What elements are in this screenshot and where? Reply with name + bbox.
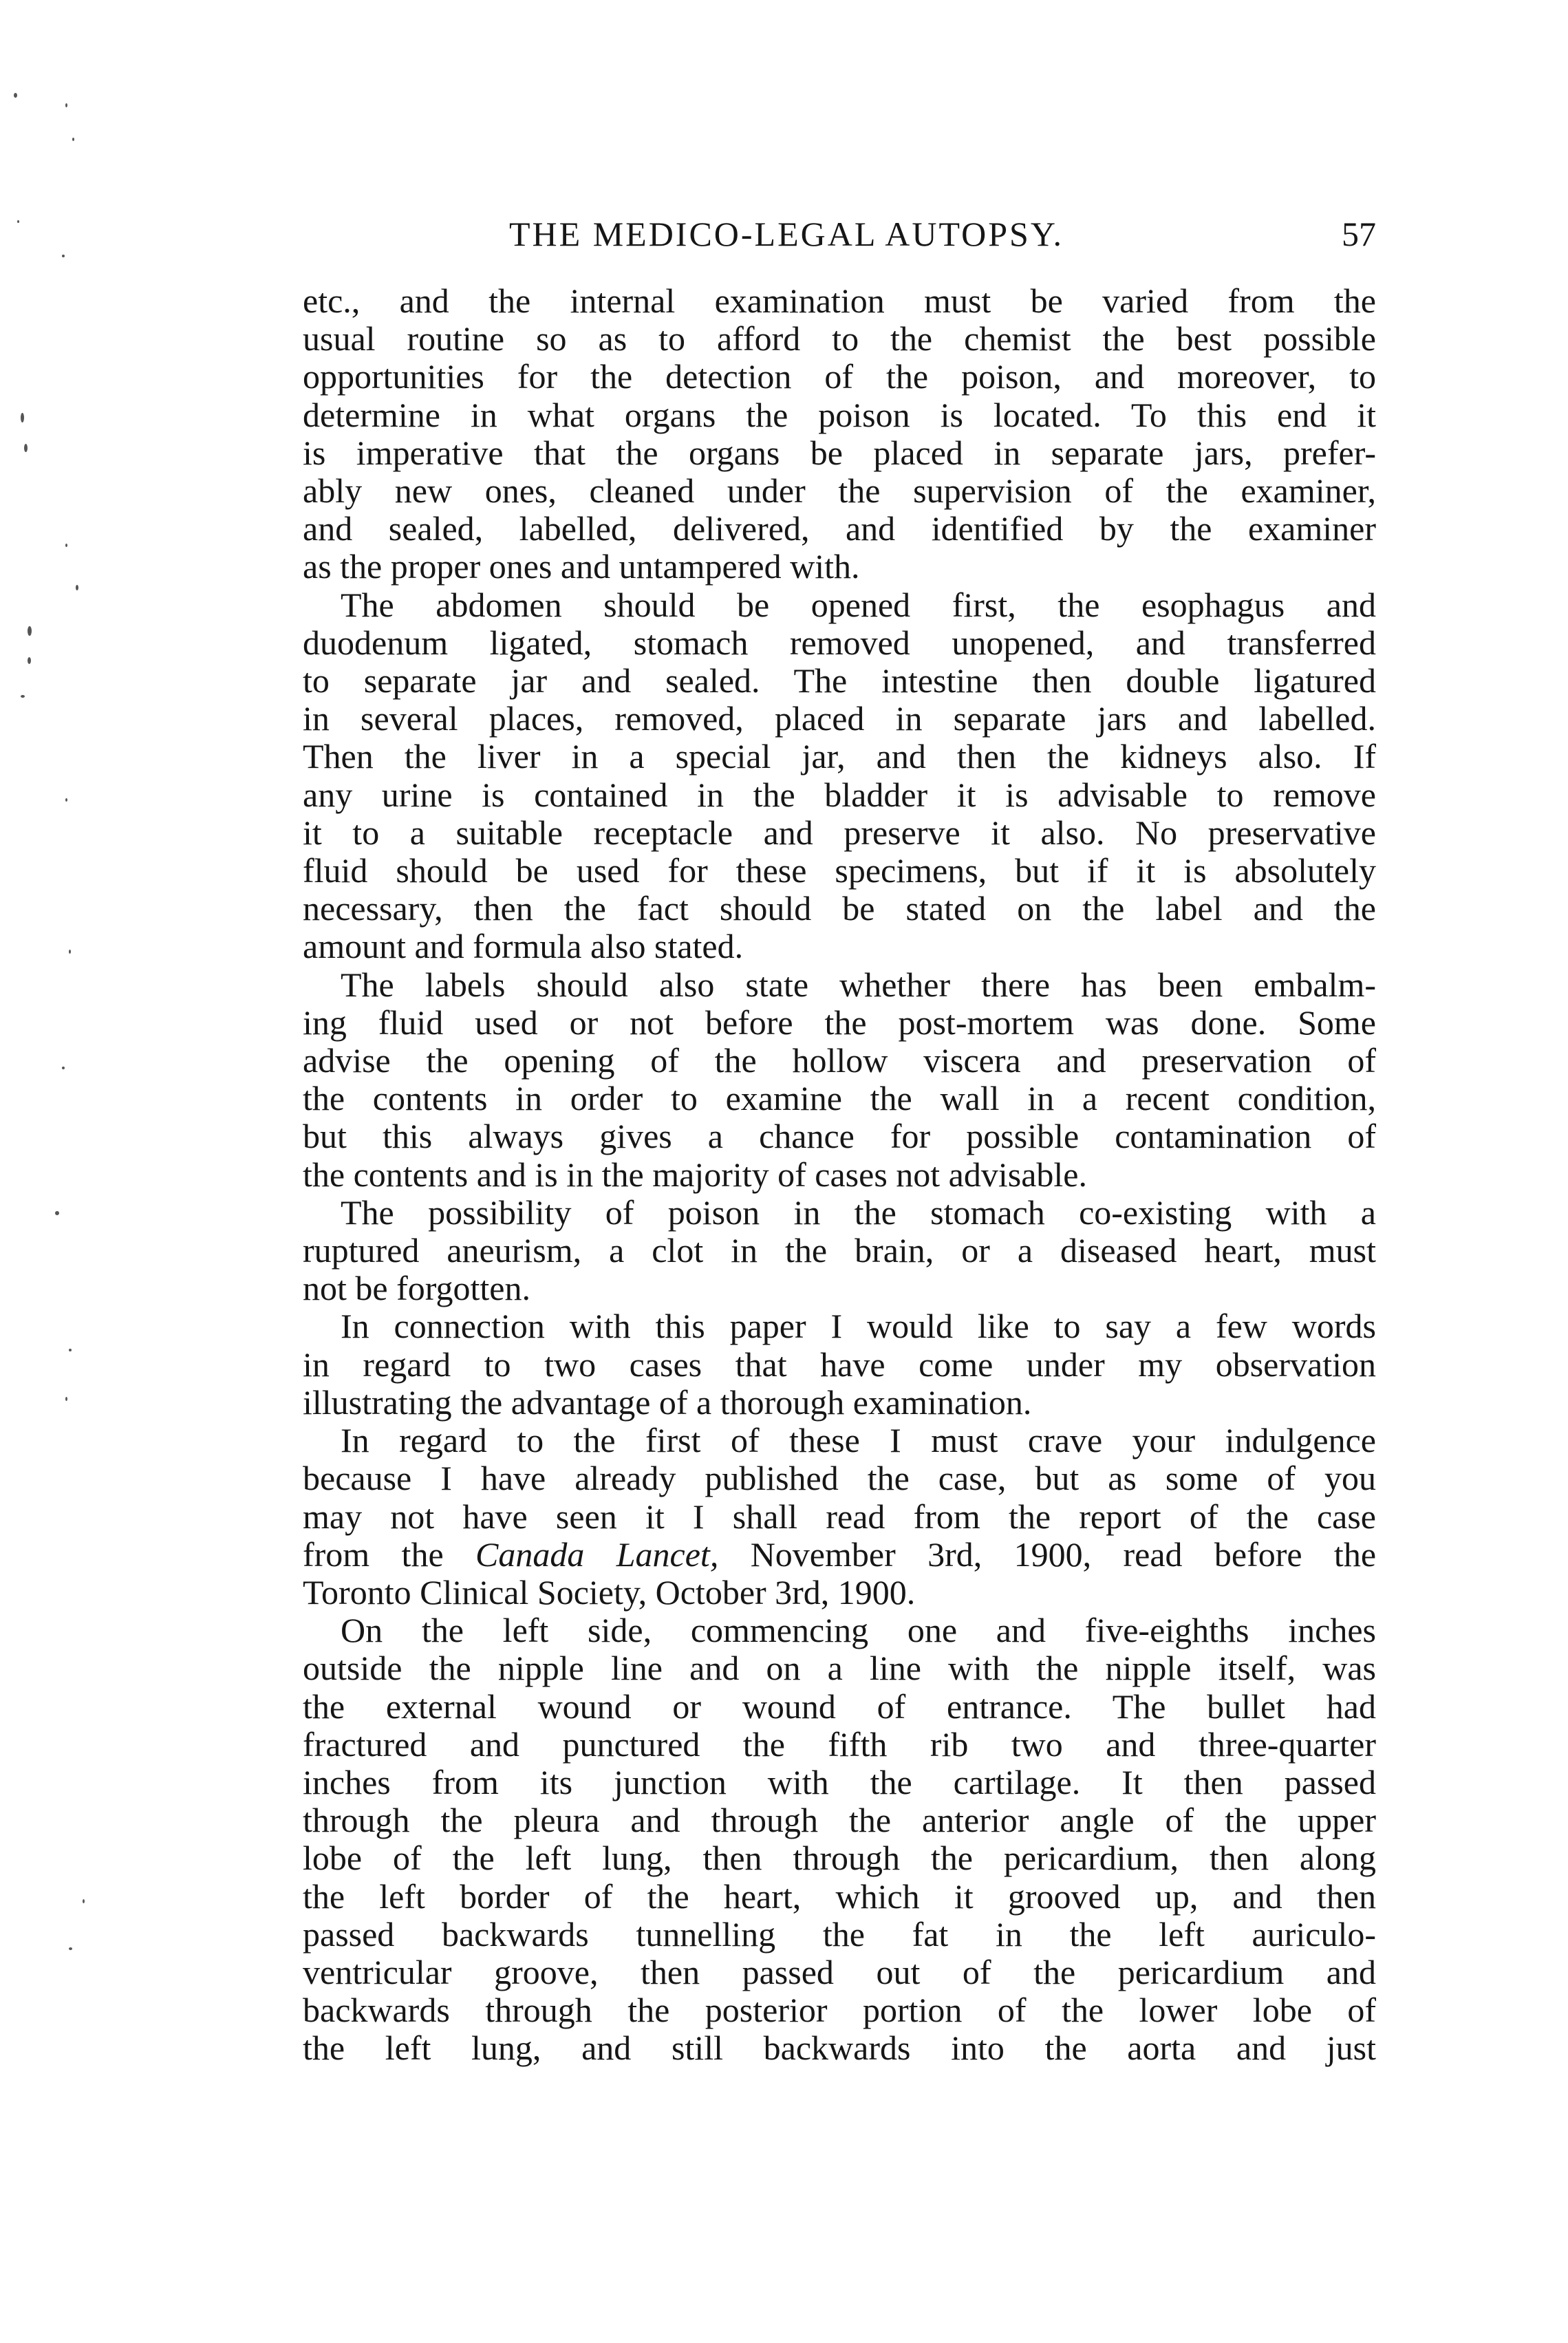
text-line: inches from its junction with the cartilage. It then passed [303,1762,1376,1801]
page-number: 57 [1342,215,1376,253]
text-line: opportunities for the detection of the poison, and moreover, to [303,357,1376,396]
text-line: amount and formula also stated. [303,927,744,966]
speck [69,1947,72,1950]
text-line: The labels should also state whether there has been embalm- [341,965,1376,1004]
speck [83,1899,85,1903]
speck [65,103,67,107]
text-line: because I have already published the case, but as some of you [303,1459,1376,1498]
text-line: ventricular groove, then passed out of the pericardium and [303,1952,1376,1991]
body-text [303,282,1376,2068]
text-line: etc., and the internal examination must be varied from the [303,281,1376,320]
text-line: On the left side, commencing one and five-eighths inches [341,1611,1376,1650]
text-line: In regard to the first of these I must crave your indulgence [341,1421,1376,1460]
text-line: outside the nipple line and on a line with the nipple itself, was [303,1649,1376,1688]
speck [72,138,74,141]
text-line: as the proper ones and untampered with. [303,547,860,586]
speck [17,220,19,223]
text-line: fractured and punctured the fifth rib two and three-quarter [303,1724,1376,1764]
speck [69,1349,72,1351]
text-line: the contents and is in the majority of cases not advisable. [303,1155,1087,1194]
paragraph [303,1612,1376,2067]
paragraph [303,1194,1376,1308]
speck [14,93,17,98]
text-line: any urine is contained in the bladder it is advisable to remove [303,775,1376,814]
margin-specks [0,0,138,2343]
text-line: Then the liver in a special jar, and then the kidneys also. If [303,737,1376,776]
text-line: is imperative that the organs be placed in separate jars, prefer- [303,433,1376,472]
speck [28,657,31,664]
speck [62,255,65,257]
text-line: determine in what organs the poison is located. To this end it [303,395,1376,434]
speck [65,544,67,547]
text-line: it to a suitable receptacle and preserve it also. No preservative [303,813,1376,852]
text-line: the left lung, and still backwards into the aorta and just [303,2029,1376,2068]
text-line: in several places, removed, placed in separate jars and labelled. [303,699,1376,738]
text-line: backwards through the posterior portion of the lower lobe of [303,1991,1376,2030]
text-line: advise the opening of the hollow viscera and preservation of [303,1041,1376,1080]
text-line: usual routine so as to afford to the chemist the best possible [303,319,1376,359]
paragraph [303,966,1376,1194]
speck [28,626,32,636]
speck [69,950,71,954]
text-line: passed backwards tunnelling the fat in the left auriculo- [303,1914,1376,1954]
text-line: but this always gives a chance for possible contamination of [303,1117,1376,1156]
text-line: through the pleura and through the anterior angle of the upper [303,1801,1376,1840]
citation-after: November 3rd, 1900, read before the [718,1534,1377,1574]
text-line: in regard to two cases that have come under my observation [303,1345,1376,1384]
speck [65,1397,67,1401]
text-line: the external wound or wound of entrance. The bullet had [303,1687,1376,1726]
citation-line [303,1536,1376,1574]
text-line: the left border of the heart, which it grooved up, and then [303,1876,1376,1916]
speck [21,695,25,698]
speck [65,798,67,802]
text-line: In connection with this paper I would like to say a few words [341,1307,1376,1346]
citation-before: from the [303,1534,476,1574]
text-line: and sealed, labelled, delivered, and identified by the examiner [303,509,1376,548]
page-header [303,206,1376,261]
text-line: the contents in order to examine the wall in a recent condition, [303,1079,1376,1118]
journal-title: Canada Lancet, [475,1534,719,1574]
text-line: ruptured aneurism, a clot in the brain, or a diseased heart, must [303,1231,1376,1270]
text-line: necessary, then the fact should be stated on the label and the [303,889,1376,928]
speck [62,1067,65,1069]
text-line: illustrating the advantage of a thorough examination. [303,1382,1032,1422]
text-line: The possibility of poison in the stomach co-existing with a [341,1192,1376,1232]
speck [21,413,24,422]
text-line: ing fluid used or not before the post-mortem was done. Some [303,1003,1376,1042]
speck [55,1211,59,1215]
speck [76,585,78,590]
text-line: may not have seen it I shall read from the report of the case [303,1497,1376,1536]
text-line: The abdomen should be opened first, the esophagus and [341,585,1376,624]
text-line: not be forgotten. [303,1269,530,1308]
paragraph [303,282,1376,586]
text-line: fluid should be used for these specimens, but if it is absolutely [303,851,1376,890]
paragraph [303,586,1376,966]
paragraph [303,1422,1376,1612]
text-line: Toronto Clinical Society, October 3rd, 1900. [303,1572,916,1612]
text-line: lobe of the left lung, then through the pericardium, then along [303,1839,1376,1878]
text-line: duodenum ligated, stomach removed unopened, and transferred [303,623,1376,662]
text-line: ably new ones, cleaned under the supervision of the examiner, [303,471,1376,511]
paragraph [303,1307,1376,1422]
speck [24,444,28,452]
text-line: to separate jar and sealed. The intestine then double ligatured [303,661,1376,700]
running-title: THE MEDICO-LEGAL AUTOPSY. [509,215,1064,253]
